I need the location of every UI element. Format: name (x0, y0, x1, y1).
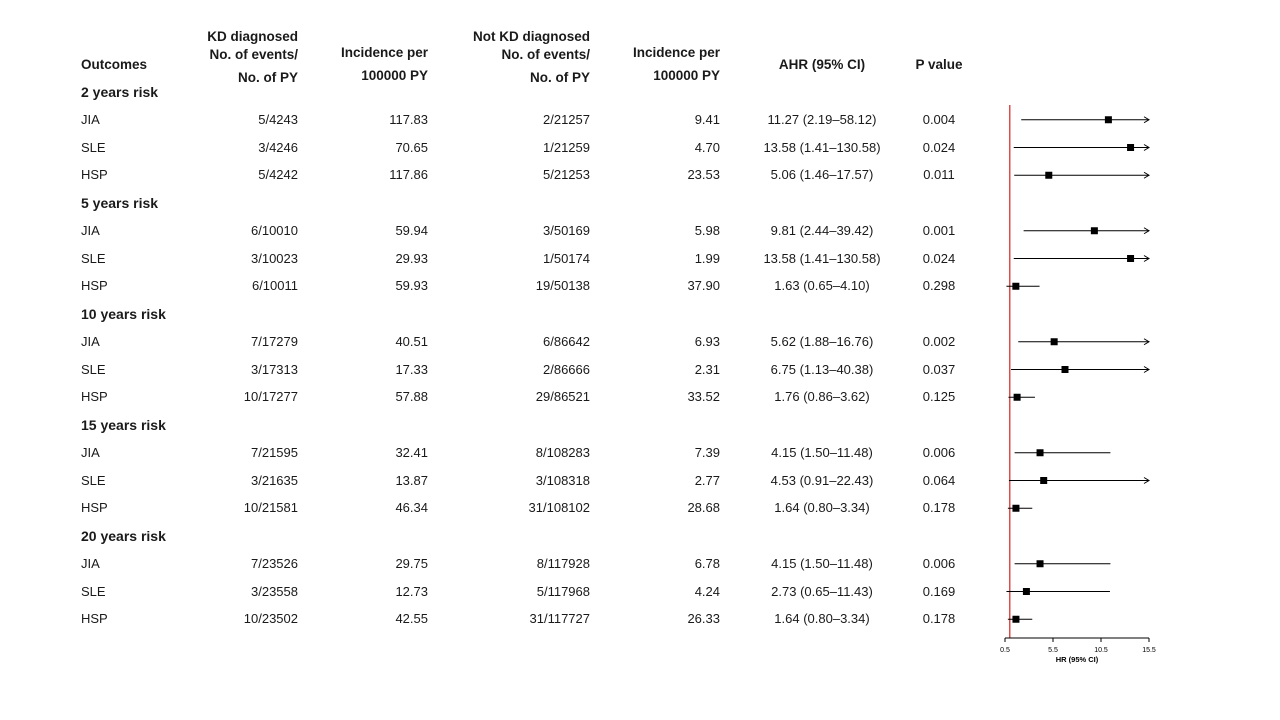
cell-nkd-events: 1/50174 (543, 250, 590, 266)
cell-nkd-incidence: 4.24 (694, 583, 720, 599)
cell-kd-incidence: 117.86 (389, 167, 428, 183)
group-label: 5 years risk (81, 195, 159, 211)
hr-point (1051, 338, 1058, 345)
group-label: 2 years risk (81, 84, 159, 100)
cell-kd-incidence: 13.87 (395, 472, 428, 488)
cell-p-value: 0.037 (922, 361, 956, 377)
group-label: 15 years risk (81, 417, 166, 433)
cell-p-value: 0.169 (922, 583, 956, 599)
cell-nkd-incidence: 2.31 (694, 361, 720, 377)
cell-nkd-incidence: 33.52 (687, 389, 720, 405)
cell-p-value: 0.006 (922, 555, 956, 571)
cell-p-value: 0.011 (923, 167, 955, 183)
cell-outcome: HSP (81, 167, 108, 183)
cell-outcome: JIA (81, 444, 100, 460)
cell-nkd-events: 5/21253 (543, 167, 590, 183)
header-nkd-events-line1: Not KD diagnosed (473, 29, 590, 44)
cell-kd-events: 7/21595 (251, 444, 298, 460)
cell-outcome: SLE (81, 139, 106, 155)
hr-point (1105, 116, 1112, 123)
cell-kd-incidence: 59.94 (395, 222, 428, 238)
hr-point (1012, 616, 1019, 623)
cell-kd-incidence: 46.34 (395, 500, 428, 516)
cell-kd-events: 3/10023 (251, 250, 298, 266)
cell-kd-incidence: 32.41 (395, 444, 428, 460)
x-axis-label: HR (95% CI) (1055, 655, 1099, 664)
cell-kd-events: 3/21635 (251, 472, 298, 488)
cell-kd-events: 10/21581 (243, 500, 298, 516)
cell-outcome: JIA (81, 333, 100, 349)
header-outcomes: Outcomes (81, 57, 148, 72)
cell-outcome: SLE (81, 583, 106, 599)
cell-ahr: 1.64 (0.80–3.34) (774, 500, 870, 516)
cell-p-value: 0.125 (922, 389, 956, 405)
cell-nkd-incidence: 1.99 (694, 250, 720, 266)
cell-nkd-incidence: 28.68 (687, 500, 720, 516)
cell-outcome: HSP (81, 500, 108, 516)
cell-nkd-events: 3/108318 (535, 472, 590, 488)
cell-outcome: JIA (81, 555, 100, 571)
cell-nkd-incidence: 6.93 (694, 333, 720, 349)
cell-nkd-events: 1/21259 (543, 139, 590, 155)
header-kd-events-line2: No. of events/ (209, 47, 298, 62)
cell-ahr: 9.81 (2.44–39.42) (770, 222, 874, 238)
header-kd-events-line1: KD diagnosed (207, 29, 298, 44)
cell-kd-events: 3/23558 (251, 583, 298, 599)
cell-nkd-incidence: 2.77 (694, 472, 720, 488)
cell-outcome: JIA (81, 222, 100, 238)
cell-kd-incidence: 42.55 (395, 611, 428, 627)
x-tick-label: 5.5 (1048, 647, 1058, 654)
cell-p-value: 0.002 (922, 333, 956, 349)
cell-kd-events: 7/17279 (251, 333, 298, 349)
cell-kd-events: 6/10011 (251, 278, 298, 294)
cell-p-value: 0.178 (922, 611, 956, 627)
cell-nkd-incidence: 7.39 (694, 444, 720, 460)
cell-nkd-incidence: 4.70 (694, 139, 720, 155)
cell-kd-incidence: 57.88 (395, 389, 428, 405)
cell-nkd-events: 2/21257 (543, 111, 590, 127)
cell-outcome: HSP (81, 611, 108, 627)
header-nkd-events-line3: No. of PY (530, 70, 590, 85)
cell-nkd-events: 31/117727 (529, 611, 590, 627)
cell-kd-incidence: 29.75 (395, 555, 428, 571)
cell-nkd-events: 8/108283 (535, 444, 590, 460)
cell-ahr: 1.76 (0.86–3.62) (774, 389, 870, 405)
cell-nkd-events: 31/108102 (528, 500, 590, 516)
hr-point (1012, 283, 1019, 290)
header-kd-incidence-line2: 100000 PY (361, 68, 428, 83)
cell-ahr: 5.62 (1.88–16.76) (770, 333, 874, 349)
hr-point (1012, 505, 1019, 512)
cell-kd-events: 10/23502 (243, 611, 298, 627)
cell-kd-incidence: 17.33 (395, 361, 428, 377)
cell-ahr: 4.53 (0.91–22.43) (770, 472, 874, 488)
hr-point (1037, 449, 1044, 456)
cell-kd-incidence: 70.65 (395, 139, 428, 155)
cell-nkd-events: 5/117968 (536, 583, 590, 599)
header-kd-events-line3: No. of PY (238, 70, 298, 85)
cell-kd-events: 5/4242 (258, 167, 298, 183)
cell-p-value: 0.024 (922, 250, 956, 266)
cell-ahr: 2.73 (0.65–11.43) (771, 583, 873, 599)
header-ahr: AHR (95% CI) (778, 57, 866, 72)
hr-point (1023, 588, 1030, 595)
cell-nkd-events: 6/86642 (543, 333, 590, 349)
cell-p-value: 0.024 (922, 139, 956, 155)
cell-p-value: 0.001 (922, 222, 956, 238)
cell-nkd-incidence: 5.98 (694, 222, 720, 238)
cell-kd-events: 7/23526 (251, 555, 298, 571)
cell-kd-incidence: 59.93 (395, 278, 428, 294)
cell-kd-incidence: 117.83 (389, 111, 428, 127)
cell-ahr: 13.58 (1.41–130.58) (763, 139, 881, 155)
cell-p-value: 0.064 (922, 472, 956, 488)
cell-kd-incidence: 40.51 (395, 333, 428, 349)
hr-point (1037, 560, 1044, 567)
cell-nkd-events: 8/117928 (536, 555, 590, 571)
hr-point (1127, 144, 1134, 151)
cell-p-value: 0.178 (922, 500, 956, 516)
cell-kd-events: 5/4243 (258, 111, 298, 127)
x-tick-label: 10.5 (1094, 647, 1108, 654)
hr-point (1014, 394, 1021, 401)
cell-p-value: 0.004 (922, 111, 956, 127)
hr-point (1040, 477, 1047, 484)
hr-point (1045, 172, 1052, 179)
cell-kd-events: 3/4246 (258, 139, 298, 155)
cell-ahr: 11.27 (2.19–58.12) (767, 111, 877, 127)
cell-outcome: SLE (81, 472, 106, 488)
header-p-value: P value (915, 57, 963, 72)
cell-ahr: 1.63 (0.65–4.10) (774, 278, 870, 294)
cell-kd-events: 10/17277 (243, 389, 298, 405)
cell-ahr: 4.15 (1.50–11.48) (771, 555, 873, 571)
x-tick-label: 0.5 (1000, 647, 1010, 654)
hr-point (1091, 227, 1098, 234)
header-kd-incidence-line1: Incidence per (340, 45, 428, 60)
cell-nkd-incidence: 23.53 (687, 167, 720, 183)
cell-outcome: SLE (81, 250, 106, 266)
cell-ahr: 4.15 (1.50–11.48) (771, 444, 873, 460)
cell-ahr: 1.64 (0.80–3.34) (774, 611, 870, 627)
cell-kd-incidence: 12.73 (395, 583, 428, 599)
cell-ahr: 6.75 (1.13–40.38) (770, 361, 874, 377)
cell-kd-incidence: 29.93 (395, 250, 428, 266)
hr-point (1062, 366, 1069, 373)
cell-ahr: 5.06 (1.46–17.57) (770, 167, 874, 183)
cell-kd-events: 3/17313 (251, 361, 298, 377)
cell-p-value: 0.006 (922, 444, 956, 460)
x-tick-label: 15.5 (1142, 647, 1156, 654)
hr-point (1127, 255, 1134, 262)
cell-nkd-events: 19/50138 (535, 278, 590, 294)
cell-ahr: 13.58 (1.41–130.58) (763, 250, 881, 266)
cell-nkd-incidence: 9.41 (694, 111, 720, 127)
cell-nkd-incidence: 37.90 (687, 278, 720, 294)
cell-nkd-events: 29/86521 (535, 389, 590, 405)
cell-nkd-events: 2/86666 (543, 361, 590, 377)
cell-outcome: SLE (81, 361, 106, 377)
group-label: 20 years risk (81, 528, 166, 544)
cell-p-value: 0.298 (922, 278, 956, 294)
header-nkd-incidence-line1: Incidence per (632, 45, 720, 60)
header-nkd-events-line2: No. of events/ (501, 47, 590, 62)
cell-nkd-incidence: 6.78 (694, 555, 720, 571)
header-nkd-incidence-line2: 100000 PY (653, 68, 720, 83)
cell-outcome: JIA (81, 111, 100, 127)
cell-nkd-incidence: 26.33 (687, 611, 720, 627)
cell-nkd-events: 3/50169 (543, 222, 590, 238)
cell-kd-events: 6/10010 (251, 222, 298, 238)
group-label: 10 years risk (81, 306, 166, 322)
cell-outcome: HSP (81, 278, 108, 294)
cell-outcome: HSP (81, 389, 108, 405)
